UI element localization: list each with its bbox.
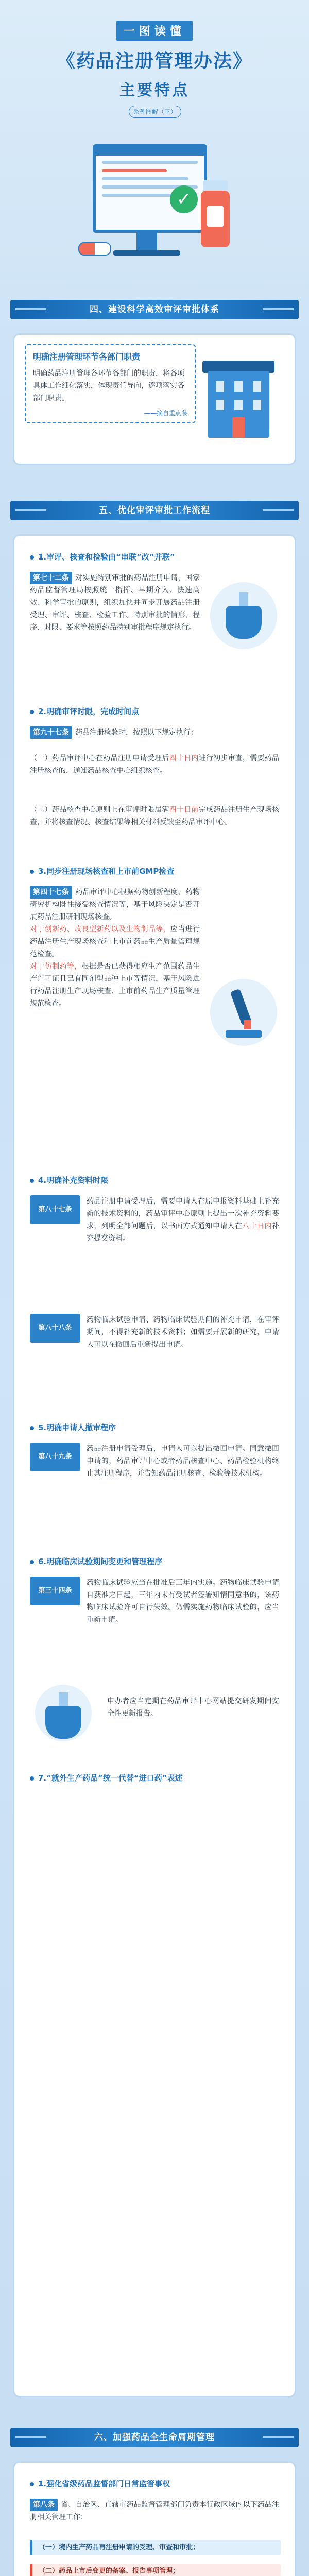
- section5-heading-text: 五、优化审评审批工作流程: [99, 505, 210, 516]
- s5-item4b-text: 药物临床试验申请、药物临床试验期间的补充申请，在审评期间，不得补充新的技术资料；如需要开展新的研究，申请人可以在撤回后重新提出申请。: [87, 1316, 279, 1349]
- article-box-34: 第三十四条: [30, 1577, 80, 1605]
- section6-heading-text: 六、加强药品全生命周期管理: [94, 2432, 215, 2443]
- header-chip: 一图读懂: [116, 21, 193, 41]
- checkmark-icon: ✓: [170, 185, 198, 213]
- s5-item2-title: 2.明确审评时限，完成时间点: [30, 706, 139, 717]
- section6-card: [14, 2463, 295, 2576]
- header-chip-row: [0, 21, 309, 41]
- building-illustration: [197, 350, 280, 448]
- s5-item4-text: 药品注册申请受理后，需要申请人在原申报资料基础上补充新的技术资料的，药品审评中心原则上提出一次补充资料要求，列明全部问题后，以书面方式通知申请人在八十日内补充提交资料。: [87, 1197, 280, 1243]
- section4-intro-note: ——摘自重点条: [144, 410, 187, 417]
- s6-item1-title: 1.强化省级药品监督部门日常监管事权: [30, 2478, 170, 2489]
- microscope-icon: [220, 984, 267, 1041]
- monitor-stand: [136, 232, 157, 252]
- s5-item2-point1: （一）药品审评中心在药品注册申请受理后四十日内进行初步审查，需要药品注册核查的，通知药品核查中心组织核查。: [30, 754, 280, 775]
- section6-heading: [0, 2421, 309, 2452]
- building-door: [232, 417, 245, 438]
- page-title: 《药品注册管理办法》: [56, 50, 252, 72]
- section5-card: [14, 536, 295, 2396]
- article-tag: 第四十七条: [30, 886, 72, 899]
- section4-card: [14, 335, 295, 464]
- s5-item3-title: 3.同步注册现场核查和上市前GMP检查: [30, 866, 174, 876]
- article-tag: 第七十二条: [30, 572, 72, 584]
- s5-item6-text: 药物临床试验应当在批准后三年内实施。药物临床试验申请自获准之日起，三年内未有受试者签署知情同意书的，该药物临床试验许可自行失效。仍需实施药物临床试验的，应当重新申请。: [87, 1579, 279, 1624]
- s5-item2-point2: （二）药品核查中心原则上在审评时限届满四十日前完成药品注册生产现场核查，并将核查情况、核查结果等相关材料反馈至药品审评中心。: [30, 806, 280, 826]
- section4-intro-box: [25, 344, 196, 423]
- article-box-87: 第八十七条: [30, 1195, 80, 1224]
- s5-item6b-text: 申办者应当定期在药品审评中心网站提交研发期间安全性更新报告。: [107, 1697, 279, 1718]
- s6-duty-2: （二）药品上市后变更的备案、报告事项管理；: [30, 2564, 281, 2576]
- flask-icon: [45, 1692, 81, 1739]
- s6-item1-text: 第八条 省、自治区、直辖市药品监督管理部门负责本行政区域内以下药品注册相关管理工作：: [30, 2499, 279, 2523]
- s5-item5-text: 药品注册申请受理后，申请人可以提出撤回申请。同意撤回申请的，药品审评中心或者药品核查中心、药品检验机构终止其注册程序，并告知药品注册核查、检验等技术机构。: [87, 1445, 279, 1478]
- s5-item6-title: 6.明确临床试验期间变更和管理程序: [30, 1556, 162, 1567]
- s5-item4-title: 4.明确补充资料时限: [30, 1175, 108, 1185]
- s5-item1-title: 1.审评、核查和检验由“串联”改“并联”: [30, 551, 175, 562]
- header-illustration: [72, 129, 242, 278]
- article-tag: 第八条: [30, 2499, 58, 2511]
- section4-heading: [0, 294, 309, 325]
- section4-intro-body: 明确药品注册管理各环节各部门的职责，将各项具体工作细化落实，体现责任导向，逐项落实各部门职责。: [33, 369, 184, 402]
- s5-item1-text: 第七十二条 对实施特别审批的药品注册申请，国家药品监督管理局按照统一指挥、早期介入、快速高效、科学审批的原则，组织加快并同步开展药品注册受理、审评、核查、检验工作。特别审批的情形、程序、时限、要求等按照药品特别审批程序规定执行。: [30, 572, 200, 634]
- s5-item2-lead: 第九十七条 药品注册检验时，按照以下规定执行：: [30, 726, 279, 739]
- series-badge: 系列图解（下）: [129, 106, 181, 118]
- article-box-89: 第八十九条: [30, 1443, 80, 1471]
- monitor-base: [113, 250, 180, 256]
- section4-intro-title: 明确注册管理环节各部门职责: [33, 352, 141, 362]
- flask-icon: [226, 592, 262, 639]
- s5-item5-title: 5.明确申请人撤审程序: [30, 1422, 116, 1433]
- capsule-icon: [78, 242, 111, 256]
- s6-duty-1: （一）境内生产药品再注册申请的受理、审查和审批；: [30, 2540, 281, 2555]
- s5-item7-title: 7.“就外生产药品”统一代替“进口药”表述: [30, 1772, 183, 1783]
- bottle-label: [207, 206, 224, 227]
- section4-heading-text: 四、建设科学高效审评审批体系: [90, 304, 219, 315]
- page-subtitle: 主要特点: [119, 81, 190, 99]
- article-box-88: 第八十八条: [30, 1314, 80, 1343]
- s5-item3-text: 第四十七条 药品审评中心根据药物创新程度、药物研究机构既往接受核查情况等，基于风险决定是否开展药品注册研制现场核查。 对于创新药、改良型新药以及生物制品等，应当进行药品注册生产现场核查和上市前药品生产质量管理规范检查。 对于仿制药等，根据是否已获得相应生产范围药品生产许可证且已有同剂型品种上市等情况，基于风险进行药品注册生产现场核查、上市前药品生产质量管理规范检查。: [30, 886, 200, 1010]
- article-tag: 第九十七条: [30, 726, 72, 739]
- section5-heading: [0, 495, 309, 526]
- header: [0, 0, 309, 289]
